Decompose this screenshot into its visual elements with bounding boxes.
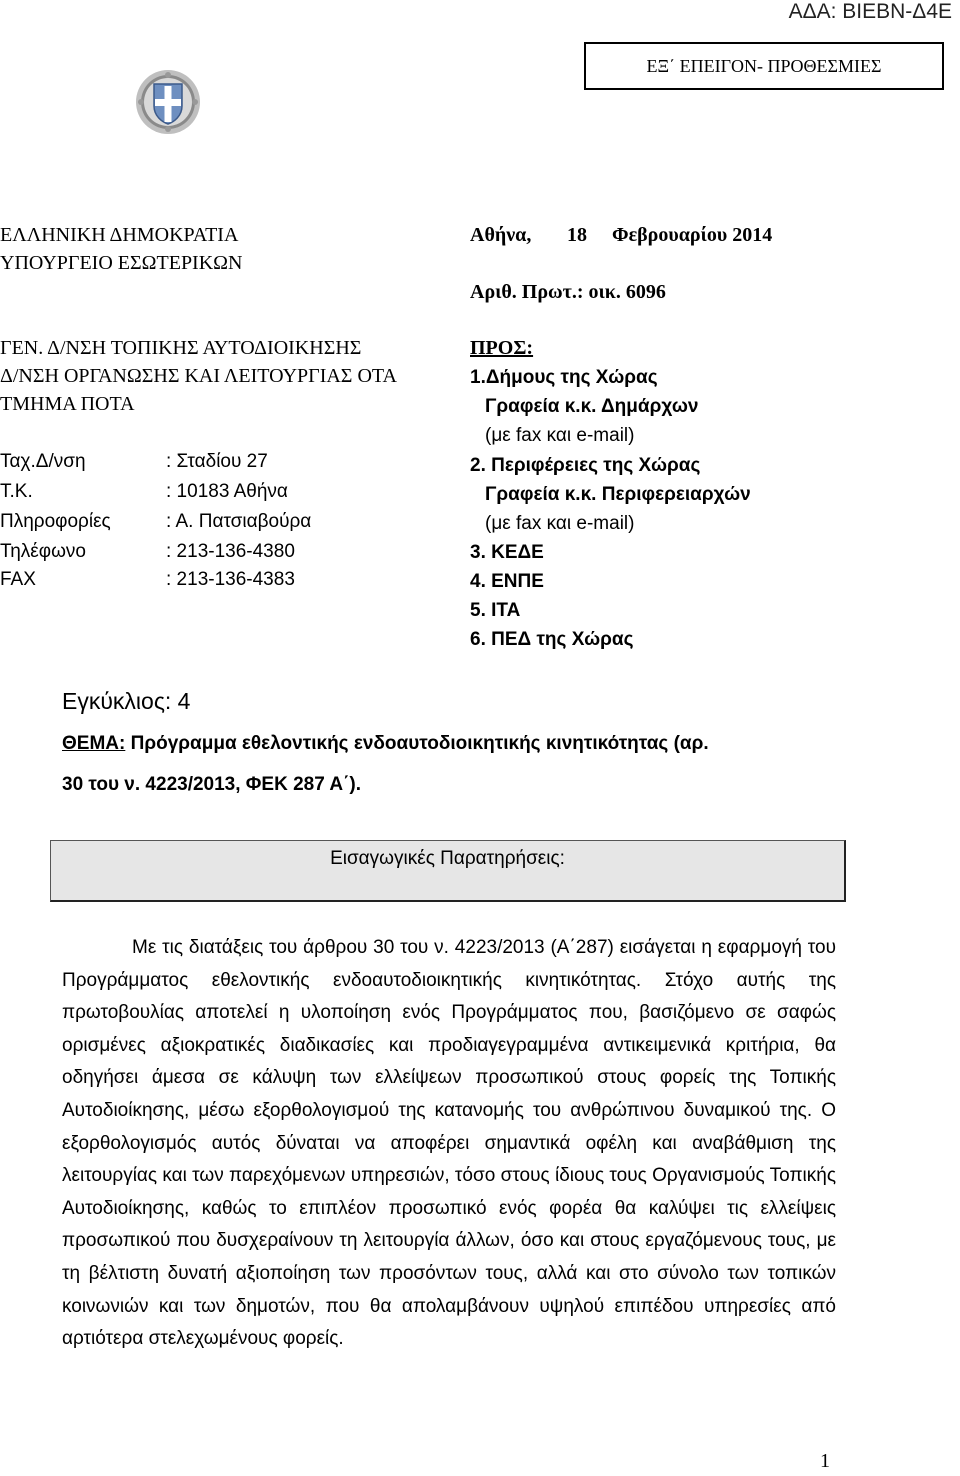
recipient-item: 1.Δήμους της Χώρας [470, 367, 658, 388]
contact-phone-label: Τηλέφωνο [0, 541, 86, 562]
recipient-item: Γραφεία κ.κ. Δημάρχων [485, 396, 699, 417]
recipient-item: 2. Περιφέρειες της Χώρας [470, 455, 701, 476]
contact-phone-value: : 213-136-4380 [166, 541, 295, 562]
circular-number: Εγκύκλιος: 4 [62, 688, 191, 714]
recipient-item: (με fax και e-mail) [485, 513, 635, 534]
intro-label: Εισαγωγικές Παρατηρήσεις: [330, 848, 565, 869]
contact-postcode-value: : 10183 Αθήνα [166, 481, 288, 502]
sender-republic: ΕΛΛΗΝΙΚΗ ΔΗΜΟΚΡΑΤΙΑ [0, 224, 239, 246]
ada-code: ΑΔΑ: ΒΙΕΒΝ-Δ4Ε [788, 0, 952, 23]
contact-info-value: : Α. Πατσιαβούρα [166, 511, 312, 532]
sender-ministry: ΥΠΟΥΡΓΕΙΟ ΕΣΩΤΕΡΙΚΩΝ [0, 252, 243, 274]
date-month-year: Φεβρουαρίου 2014 [612, 224, 773, 246]
page-number: 1 [820, 1450, 830, 1472]
contact-fax-label: FAX [0, 569, 36, 590]
urgency-box [584, 42, 944, 90]
sender-directorate: Δ/ΝΣΗ ΟΡΓΑΝΩΣΗΣ ΚΑΙ ΛΕΙΤΟΥΡΓΙΑΣ ΟΤΑ [0, 365, 397, 387]
recipient-item: 6. ΠΕΔ της Χώρας [470, 629, 634, 650]
recipient-item: (με fax και e-mail) [485, 425, 635, 446]
recipient-item: 3. ΚΕΔΕ [470, 542, 544, 563]
urgency-label: ΕΞ΄ ΕΠΕΙΓΟΝ- ΠΡΟΘΕΣΜΙΕΣ [646, 55, 882, 76]
contact-address-label: Ταχ.Δ/νση [0, 451, 86, 472]
date-city: Αθήνα, [470, 224, 532, 246]
sender-general-directorate: ΓΕΝ. Δ/ΝΣΗ ΤΟΠΙΚΗΣ ΑΥΤΟΔΙΟΙΚΗΣΗΣ [0, 337, 362, 359]
subject-line-1 [62, 733, 709, 755]
subject-line-2: 30 του ν. 4223/2013, ΦΕΚ 287 Α΄). [62, 774, 361, 795]
recipient-item: 4. ΕΝΠΕ [470, 571, 544, 592]
recipient-item: Γραφεία κ.κ. Περιφερειαρχών [485, 484, 751, 505]
recipients-heading: ΠΡΟΣ: [470, 337, 534, 359]
body-paragraph: Με τις διατάξεις του άρθρου 30 του ν. 4223/2013 (Α΄287) εισάγεται η εφαρμογή του Προγράμματος εθελοντικής ενδοαυτοδιοικητικής κινητικότητας. Στόχο αυτής της πρωτοβουλίας αποτελεί η υλοποίηση ενός Προγράμματος που, βασιζόμενο σε σαφώς ορισμένες αξιοκρατικές διαδικασίες και προδιαγεγραμμένα αντικειμενικά κριτήρια, θα οδηγήσει άμεσα σε κάλυψη των ελλείψεων προσωπικού στους φορείς της Τοπικής Αυτοδιοίκησης, μέσω εξορθολογισμού της κατανομής του ανθρώπινου δυναμικού της. Ο εξορθολογισμός αυτός δύναται να αποφέρει σημαντικά οφέλη και αναβάθμιση της λειτουργίας και των παρεχόμενων υπηρεσιών, τόσο στους ίδιους τους Οργανισμούς Τοπικής Αυτοδιοίκησης, καθώς το επιπλέον προσωπικό ενός φορέα θα καλύψει τις ελλείψεις προσωπικού που δυσχεραίνουν τη λειτουργία άλλων, όσο και στους εργαζόμενους τους, με τη βέλτιστη δυνατή αξιοποίηση των προσόντων τους, αλλά και στο σύνολο των τοπικών κοινωνιών και των δημοτών, που θα απολαμβάνουν υψηλού επιπέδου υπηρεσίες από αρτιότερα στελεχωμένους φορείς. [62, 937, 836, 1350]
contact-postcode-label: Τ.Κ. [0, 481, 33, 502]
sender-department: ΤΜΗΜΑ ΠΟΤΑ [0, 393, 135, 415]
subject-text-1: Πρόγραμμα εθελοντικής ενδοαυτοδιοικητικής κινητικότητας (αρ. [125, 733, 709, 754]
recipient-item: 5. ΙΤΑ [470, 600, 521, 621]
intro-box [50, 840, 846, 902]
contact-info-label: Πληροφορίες [0, 511, 111, 532]
contact-fax-value: : 213-136-4383 [166, 569, 295, 590]
protocol-number: Αριθ. Πρωτ.: οικ. 6096 [470, 281, 666, 303]
subject-label: ΘΕΜΑ: [62, 733, 126, 754]
greek-coat-of-arms-icon [134, 68, 202, 136]
contact-address-value: : Σταδίου 27 [166, 451, 268, 472]
date-day: 18 [567, 224, 587, 246]
